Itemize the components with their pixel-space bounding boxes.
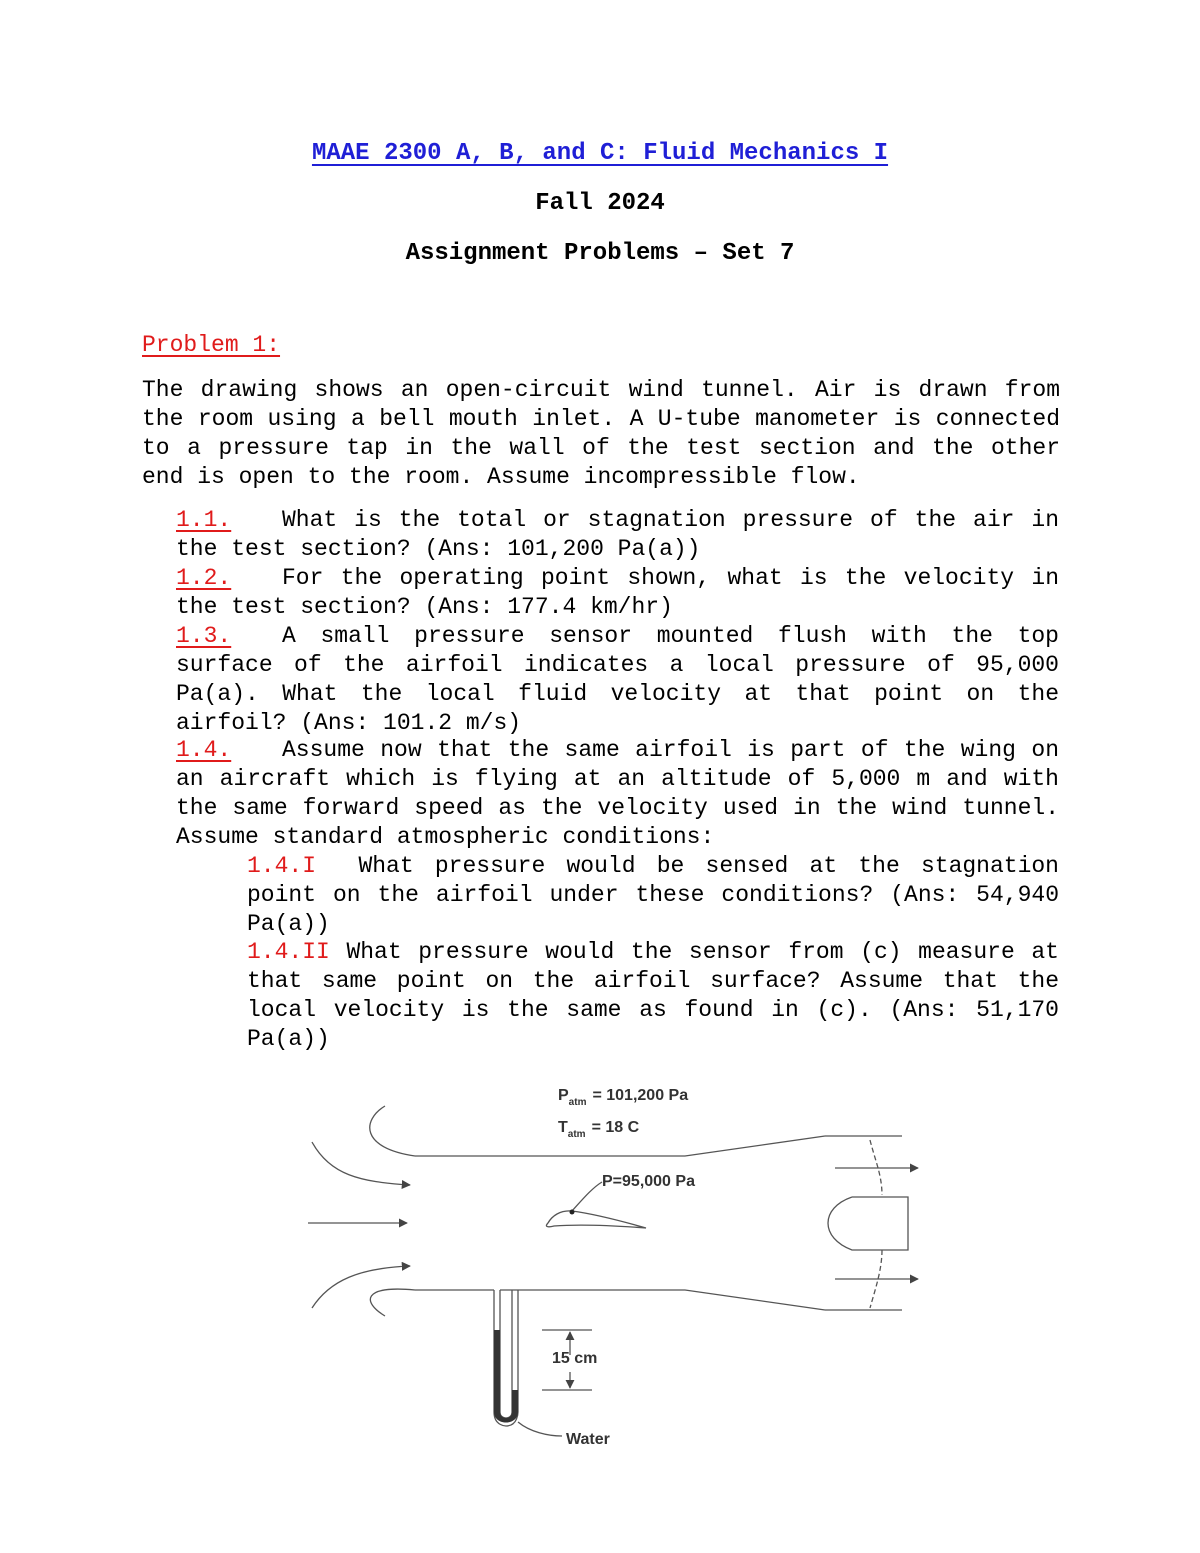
problem-heading: Problem 1:: [142, 332, 281, 358]
question-number: 1.4.I: [247, 853, 317, 879]
tunnel-top-wall: [415, 1136, 825, 1156]
manometer-tube-inner: [500, 1290, 512, 1418]
term-heading: Fall 2024: [535, 190, 665, 217]
fan-hub: [828, 1197, 908, 1250]
inflow-arrow: [312, 1142, 410, 1185]
question-text: A small pressure sensor mounted flush with the top surface of the airfoil indicates a local pressure of 95,000 Pa(a). What the local fluid velocity at that point on the airfoil? (Ans: 101.2 m/s): [176, 623, 1059, 736]
airfoil: [546, 1211, 646, 1228]
question-1-4-i: [247, 852, 1059, 939]
bellmouth-upper: [370, 1106, 415, 1156]
water-column: [494, 1330, 518, 1423]
question-1-2: [176, 564, 1059, 622]
question-text: What is the total or stagnation pressure of the air in the test section? (Ans: 101,200 Pa(a)): [176, 507, 1059, 562]
sensor-pressure-label: P=95,000 Pa: [602, 1173, 695, 1190]
sensor-leader: [572, 1182, 602, 1211]
question-text: Assume now that the same airfoil is part of the wing on an aircraft which is flying at an altitude of 5,000 m and with the same forward speed as the velocity used in the wind tunnel. Assume standard atmospheric conditions:: [176, 737, 1059, 850]
question-number: 1.1.: [176, 507, 232, 533]
question-text: What pressure would be sensed at the stagnation point on the airfoil under these conditions? (Ans: 54,940 Pa(a)): [247, 853, 1059, 937]
question-number: 1.2.: [176, 565, 232, 591]
question-text: For the operating point shown, what is the velocity in the test section? (Ans: 177.4 km/hr): [176, 565, 1059, 620]
question-1-3: [176, 622, 1059, 738]
bellmouth-lower: [370, 1289, 415, 1316]
pressure-sensor: [570, 1210, 575, 1215]
question-number: 1.4.II: [247, 939, 330, 965]
document-title: MAAE 2300 A, B, and C: Fluid Mechanics I: [311, 140, 889, 167]
wind-tunnel-diagram: [290, 1070, 930, 1460]
question-1-1: [176, 506, 1059, 564]
problem-intro: The drawing shows an open-circuit wind tunnel. Air is drawn from the room using a bell mouth inlet. A U-tube manometer is connected to a pressure tap in the wall of the test section and the other end is open to the room. Assume incompressible flow.: [142, 377, 1060, 490]
question-1-4: [176, 736, 1059, 852]
water-leader: [518, 1422, 562, 1436]
tatm-label: $T_{atm} = 18$ C: [558, 1119, 640, 1140]
assignment-heading: Assignment Problems – Set 7: [405, 240, 795, 267]
height-label: 15 cm: [552, 1350, 598, 1367]
question-1-4-ii: [247, 938, 1059, 1054]
question-text: What pressure would the sensor from (c) measure at that same point on the airfoil surface? Assume that the local velocity is the same as found in (c). (Ans: 51,170 Pa(a)): [247, 939, 1059, 1052]
water-label: Water: [566, 1431, 610, 1448]
tunnel-bottom-wall: [415, 1290, 825, 1310]
patm-label: $P_{atm} = 101,200$ Pa: [558, 1087, 689, 1108]
question-number: 1.4.: [176, 737, 232, 763]
question-number: 1.3.: [176, 623, 232, 649]
inflow-arrow: [312, 1266, 410, 1308]
